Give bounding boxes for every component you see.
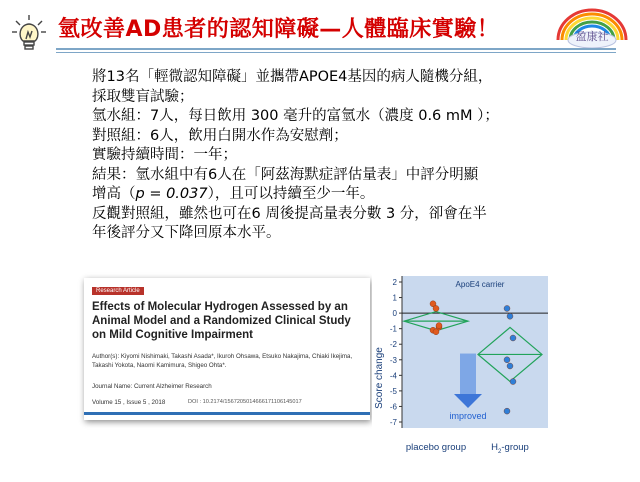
data-point (504, 305, 510, 311)
data-point (433, 305, 439, 311)
plot-area (402, 276, 548, 428)
improved-annotation: improved (449, 411, 487, 421)
x-tick-label: $H_2$-group (491, 442, 529, 455)
body-line: 對照組：6人，飲用白開水作為安慰劑； (92, 127, 348, 144)
data-point (507, 313, 513, 319)
logo-text: 盈康社 (575, 30, 609, 43)
chart-title: ApoE4 carrier (455, 280, 505, 289)
data-point (436, 323, 442, 329)
y-tick-label: -6 (389, 402, 397, 412)
y-tick-label: -3 (389, 355, 397, 365)
paper-title: Effects of Molecular Hydrogen Assessed by an Animal Model and a Randomized Clinical Study on Mild Cognitive Impairment (92, 301, 351, 341)
y-tick-label: -7 (389, 418, 397, 427)
y-tick-label: -4 (389, 371, 397, 381)
article-type-badge: Research Article (92, 287, 144, 295)
improved-arrow-shaft (460, 354, 476, 394)
data-point (504, 357, 510, 363)
body-line: 將13名「輕微認知障礙」並攜帶APOE4基因的病人隨機分組， (92, 69, 493, 85)
y-tick-label: -5 (389, 386, 397, 396)
data-point (507, 363, 513, 369)
y-tick-label: 2 (392, 278, 397, 287)
body-line: 實驗持續時間：一年； (92, 147, 237, 163)
data-point (510, 379, 516, 385)
paper-authors: Author(s): Kiyomi Nishimaki, Takashi Asada*, Ikuroh Ohsawa, Etsuko Nakajima, Chiaki Ikejima, Takashi Yokota, Naomi Kamimura, Shigeo Ohta*. (92, 353, 353, 369)
page-title: 氫改善AD患者的認知障礙—人體臨床實驗！ (58, 17, 500, 42)
score-change-chart (372, 268, 552, 478)
lightbulb-icon (12, 14, 46, 52)
paper-volume: Volume 15 , Issue 5 , 2018 (92, 399, 166, 406)
y-axis-label: Score change (374, 347, 385, 409)
x-tick-label: placebo group (405, 442, 467, 453)
title-divider (56, 48, 616, 50)
body-line: 結果：氫水組中有6人在「阿茲海默症評估量表」中評分明顯 (92, 166, 479, 183)
y-tick-label: -2 (389, 340, 397, 350)
body-text (92, 68, 592, 244)
body-line: 氫水組：7人，每日飲用 300 毫升的富氫水（濃度 0.6 mM ）； (92, 108, 499, 124)
paper-journal: Journal Name: Current Alzheimer Research (92, 383, 212, 390)
title-divider-thin (56, 52, 616, 53)
paper-doi: DOI : 10.2174/1567205014666171106145017 (188, 399, 302, 405)
chart-svg (372, 268, 552, 478)
data-point (433, 329, 439, 335)
body-line: 採取雙盲試驗； (92, 88, 194, 105)
data-point (510, 335, 516, 341)
p-value: p = 0.037 (135, 186, 208, 202)
y-tick-label: 0 (392, 309, 397, 319)
paper-footer-bar (84, 412, 370, 415)
paper-screenshot (84, 278, 370, 420)
y-tick-label: 1 (392, 293, 397, 303)
body-line: 反觀對照組，雖然也可在6 周後提高量表分數 3 分，卻會在半 (92, 205, 487, 222)
data-point (504, 408, 510, 414)
body-line: 年後評分又下降回原本水平。 (92, 225, 281, 241)
y-tick-label: -1 (389, 324, 397, 334)
body-line: 增高（p = 0.037），且可以持續至少一年。 (92, 186, 375, 202)
